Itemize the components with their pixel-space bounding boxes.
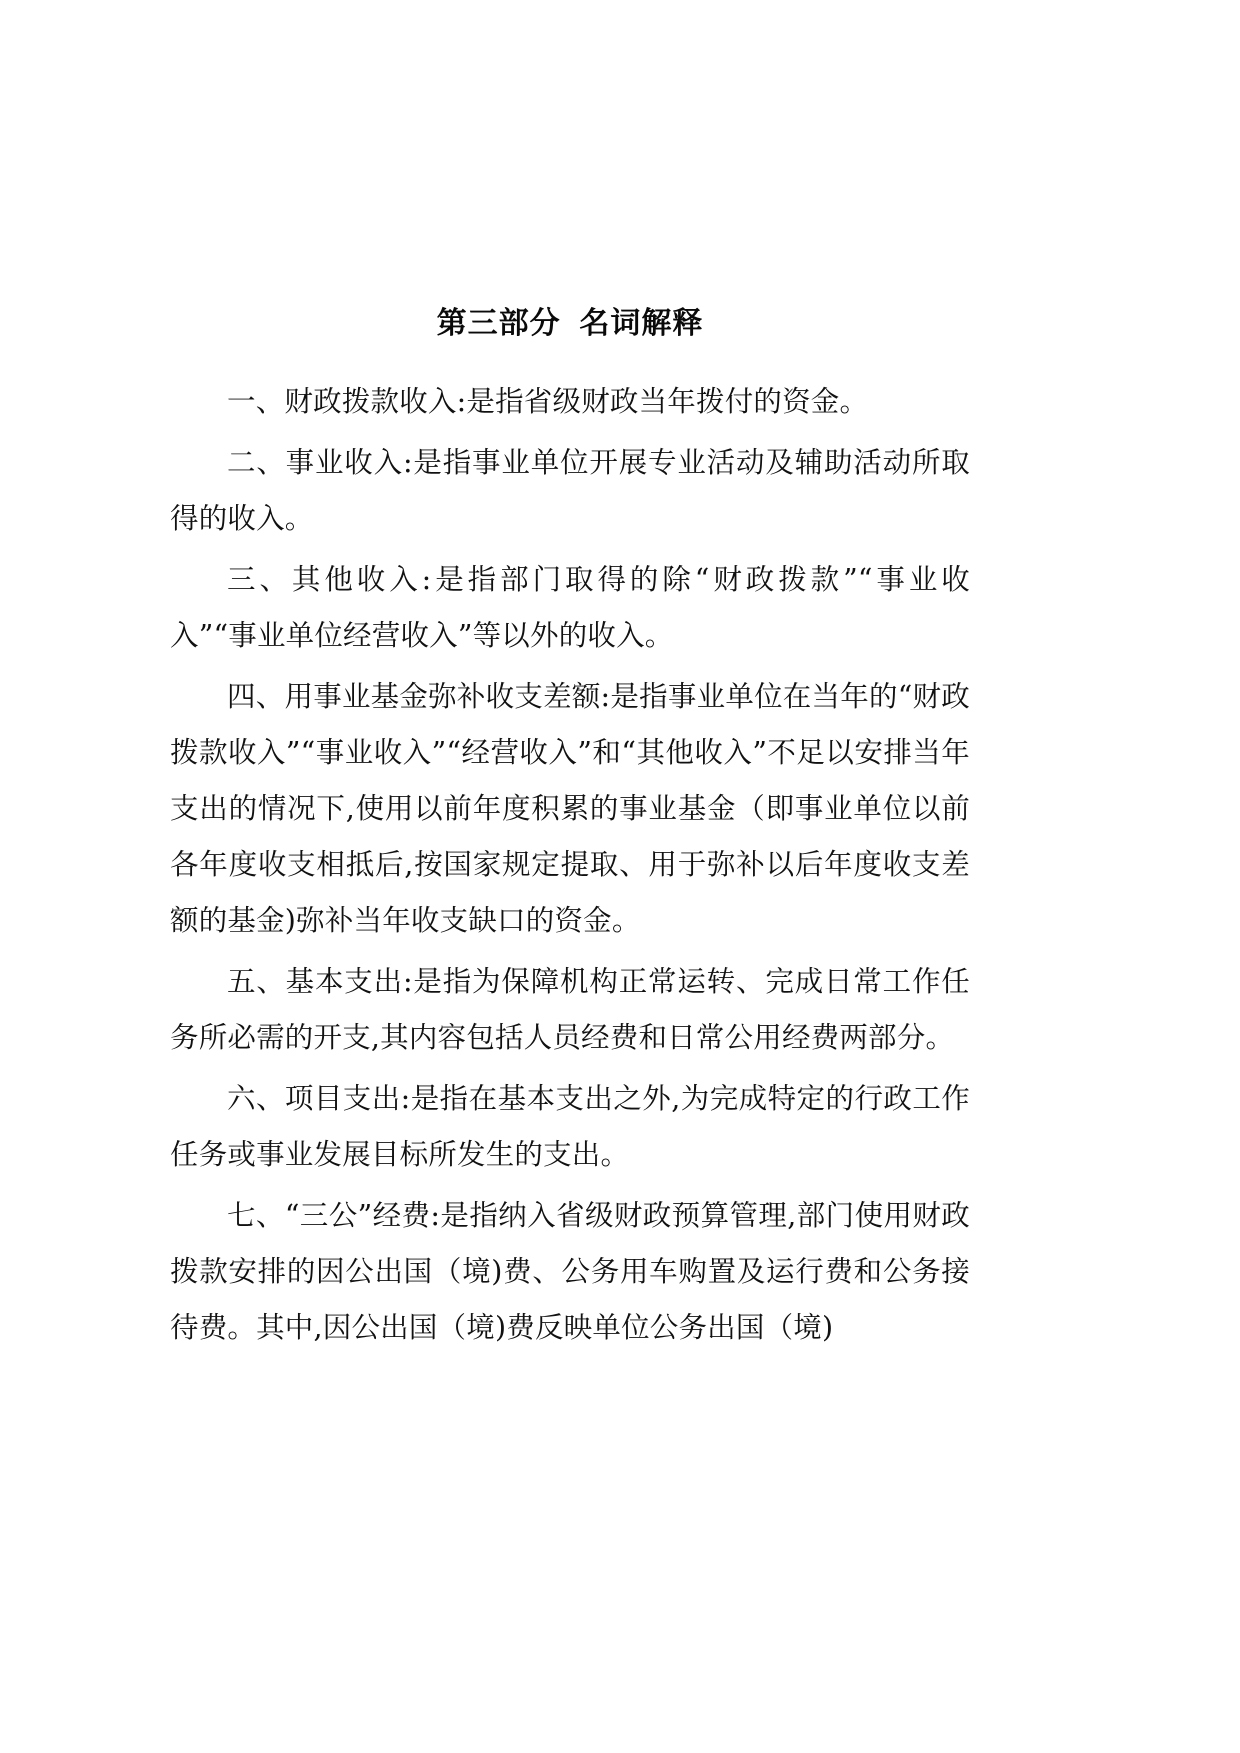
paragraph-item-5: 五、基本支出:是指为保障机构正常运转、完成日常工作任务所必需的开支,其内容包括人员经费和日常公用经费两部分。 xyxy=(170,965,970,1054)
page-title: 第三部分 名词解释 xyxy=(436,307,704,340)
paragraph-item-1: 一、财政拨款收入:是指省级财政当年拨付的资金。 xyxy=(227,385,869,418)
paragraph-item-4: 四、用事业基金弥补收支差额:是指事业单位在当年的“财政拨款收入”“事业收入”“经营收入”和“其他收入”不足以安排当年支出的情况下,使用以前年度积累的事业基金（即事业单位以前各年度收支相抵后,按国家规定提取、用于弥补以后年度收支差额的基金)弥补当年收支缺口的资金。 xyxy=(170,680,970,937)
paragraph-item-6: 六、项目支出:是指在基本支出之外,为完成特定的行政工作任务或事业发展目标所发生的支出。 xyxy=(170,1082,970,1171)
paragraph-item-3: 三、其他收入:是指部门取得的除“财政拨款”“事业收入”“事业单位经营收入”等以外的收入。 xyxy=(170,563,970,652)
paragraph-item-2: 二、事业收入:是指事业单位开展专业活动及辅助活动所取得的收入。 xyxy=(170,446,970,535)
page-content xyxy=(170,300,970,1356)
paragraph-item-7: 七、“三公”经费:是指纳入省级财政预算管理,部门使用财政拨款安排的因公出国（境)费、公务用车购置及运行费和公务接待费。其中,因公出国（境)费反映单位公务出国（境) xyxy=(170,1199,970,1344)
